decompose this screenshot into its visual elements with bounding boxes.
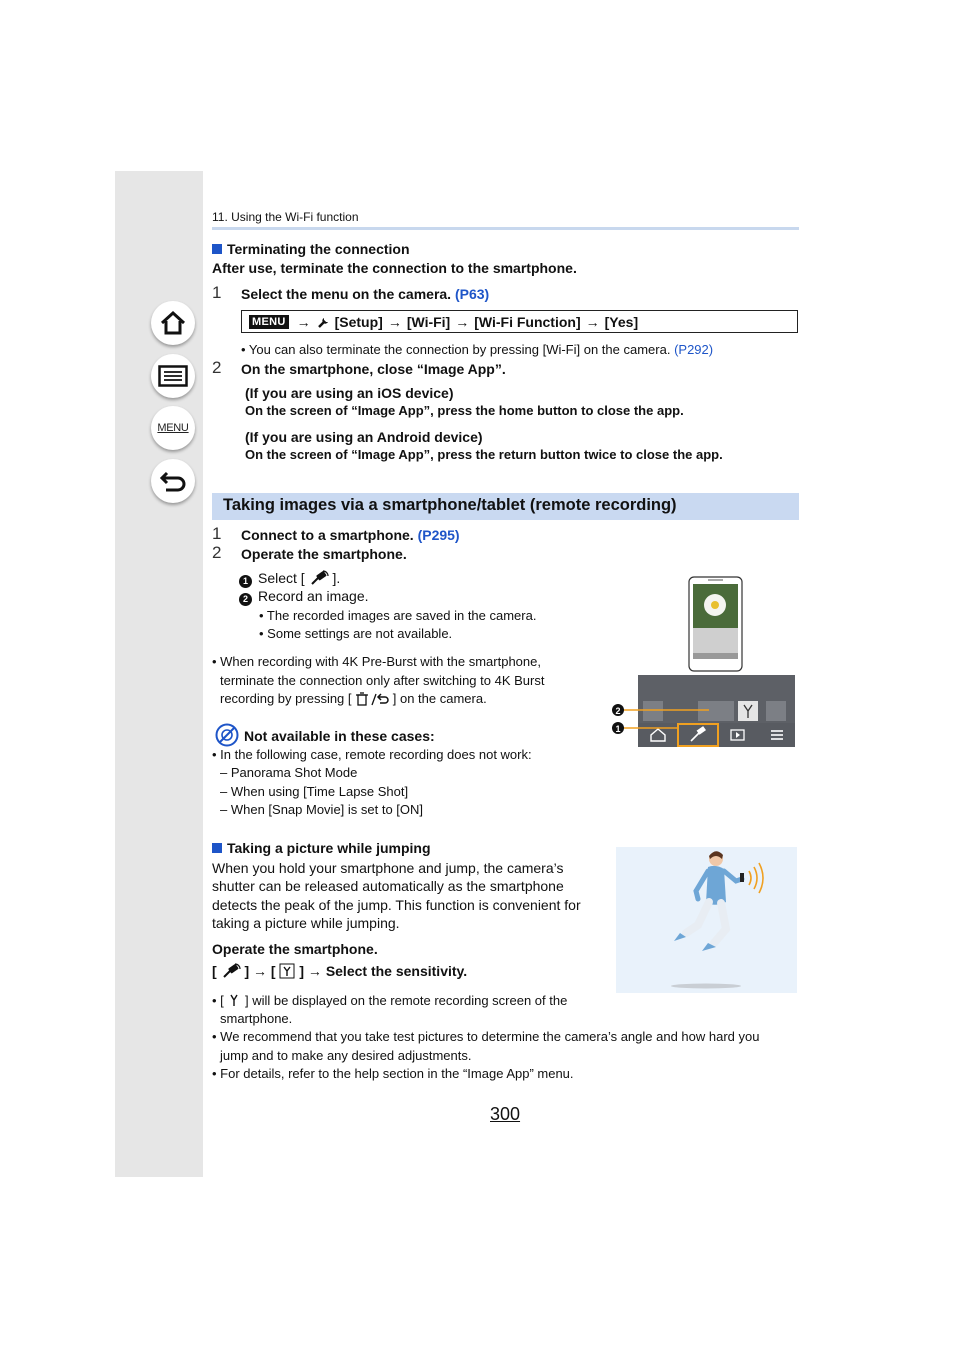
- menu-path-box: MENU → [Setup] → [Wi-Fi] → [Wi-Fi Function] → [Yes]: [241, 310, 798, 333]
- menu-button[interactable]: [151, 406, 195, 450]
- chapter-header: 11. Using the Wi-Fi function: [212, 210, 359, 224]
- substep-1: 1 Select [ ].: [239, 570, 340, 588]
- step-number: 2: [212, 543, 222, 562]
- jumping-line: taking a picture while jumping.: [212, 915, 400, 931]
- jumping-line: When you hold your smartphone and jump, the camera’s: [212, 860, 564, 876]
- burst-note-line2: terminate the connection only after switching to 4K Burst: [220, 673, 545, 688]
- return-icon: [159, 469, 187, 493]
- not-available-item: – When using [Time Lapse Shot]: [220, 784, 409, 799]
- not-available-icon: [215, 723, 239, 747]
- ios-heading: (If you are using an iOS device): [245, 385, 454, 401]
- step-number: 1: [212, 524, 222, 543]
- home-button[interactable]: [151, 301, 195, 345]
- jumping-line: detects the peak of the jump. This function is convenient for: [212, 897, 581, 913]
- remote-step1-text: Connect to a smartphone. (P295): [241, 527, 460, 543]
- jump-snap-icon: [279, 963, 295, 979]
- jump-note-1: • [ ] will be displayed on the remote recording screen of the: [212, 993, 568, 1008]
- jumping-line: shutter can be released automatically as the smartphone: [212, 878, 564, 894]
- wrench-icon: [317, 315, 331, 329]
- callout-2: 2: [615, 706, 621, 716]
- bullet-settings: • Some settings are not available.: [259, 626, 453, 641]
- delete-return-icon: [355, 692, 389, 706]
- ios-text: On the screen of “Image App”, press the home button to close the app.: [245, 403, 684, 418]
- bullet-saved: • The recorded images are saved in the camera.: [259, 608, 537, 623]
- jump-note-2: • We recommend that you take test pictures to determine the camera’s angle and how hard you: [212, 1029, 760, 1044]
- step2-text: On the smartphone, close “Image App”.: [241, 361, 506, 377]
- home-icon: [159, 310, 187, 336]
- section-marker-icon: [212, 244, 222, 254]
- jumping-heading: Taking a picture while jumping: [212, 840, 431, 856]
- jump-note-1-cont: smartphone.: [220, 1011, 293, 1026]
- not-available-item: – Panorama Shot Mode: [220, 765, 358, 780]
- menu-badge: MENU: [249, 315, 289, 329]
- callout-1: 1: [615, 724, 621, 734]
- return-button[interactable]: [151, 459, 195, 503]
- remote-camera-icon: [221, 963, 241, 979]
- wifi-note: • You can also terminate the connection by pressing [Wi-Fi] on the camera. (P292): [241, 342, 714, 357]
- operate-smartphone: Operate the smartphone.: [212, 941, 378, 957]
- smartphone-remote-illustration: [608, 575, 798, 750]
- step-number: 2: [212, 358, 222, 377]
- substep-2: 2 Record an image.: [239, 588, 369, 606]
- page-link[interactable]: (P292): [674, 342, 714, 357]
- android-heading: (If you are using an Android device): [245, 429, 483, 445]
- contents-list-icon: [158, 365, 188, 387]
- burst-note-line3: recording by pressing [ ] on the camera.: [220, 691, 487, 706]
- jump-note-2-cont: jump and to make any desired adjustments.: [220, 1048, 472, 1063]
- menu-icon: MENU: [157, 422, 189, 434]
- jumping-path: [ ] → [ ] → Select the sensitivity.: [212, 963, 468, 979]
- not-available-intro: • In the following case, remote recording does not work:: [212, 747, 532, 762]
- jump-note-3: • For details, refer to the help section in the “Image App” menu.: [212, 1066, 574, 1081]
- page-link[interactable]: (P295): [417, 527, 460, 543]
- not-available-heading: Not available in these cases:: [244, 728, 435, 744]
- remote-camera-icon: [309, 570, 329, 586]
- jumping-illustration: [616, 847, 797, 993]
- android-text: On the screen of “Image App”, press the return button twice to close the app.: [245, 447, 723, 462]
- header-rule: [212, 227, 799, 230]
- terminating-intro: After use, terminate the connection to the smartphone.: [212, 260, 577, 276]
- page-link[interactable]: (P63): [454, 286, 490, 302]
- remote-step2-text: Operate the smartphone.: [241, 546, 407, 562]
- contents-button[interactable]: [151, 354, 195, 398]
- burst-note-line1: • When recording with 4K Pre-Burst with the smartphone,: [212, 654, 541, 669]
- jump-snap-icon: [227, 992, 241, 1008]
- section-title: Taking images via a smartphone/tablet (remote recording): [223, 496, 677, 514]
- page-number: 300: [490, 1104, 521, 1124]
- step-number: 1: [212, 283, 222, 302]
- not-available-item: – When [Snap Movie] is set to [ON]: [220, 802, 424, 817]
- terminating-heading: Terminating the connection: [212, 241, 410, 257]
- step1-text: Select the menu on the camera. (P63): [241, 286, 490, 302]
- section-marker-icon: [212, 843, 222, 853]
